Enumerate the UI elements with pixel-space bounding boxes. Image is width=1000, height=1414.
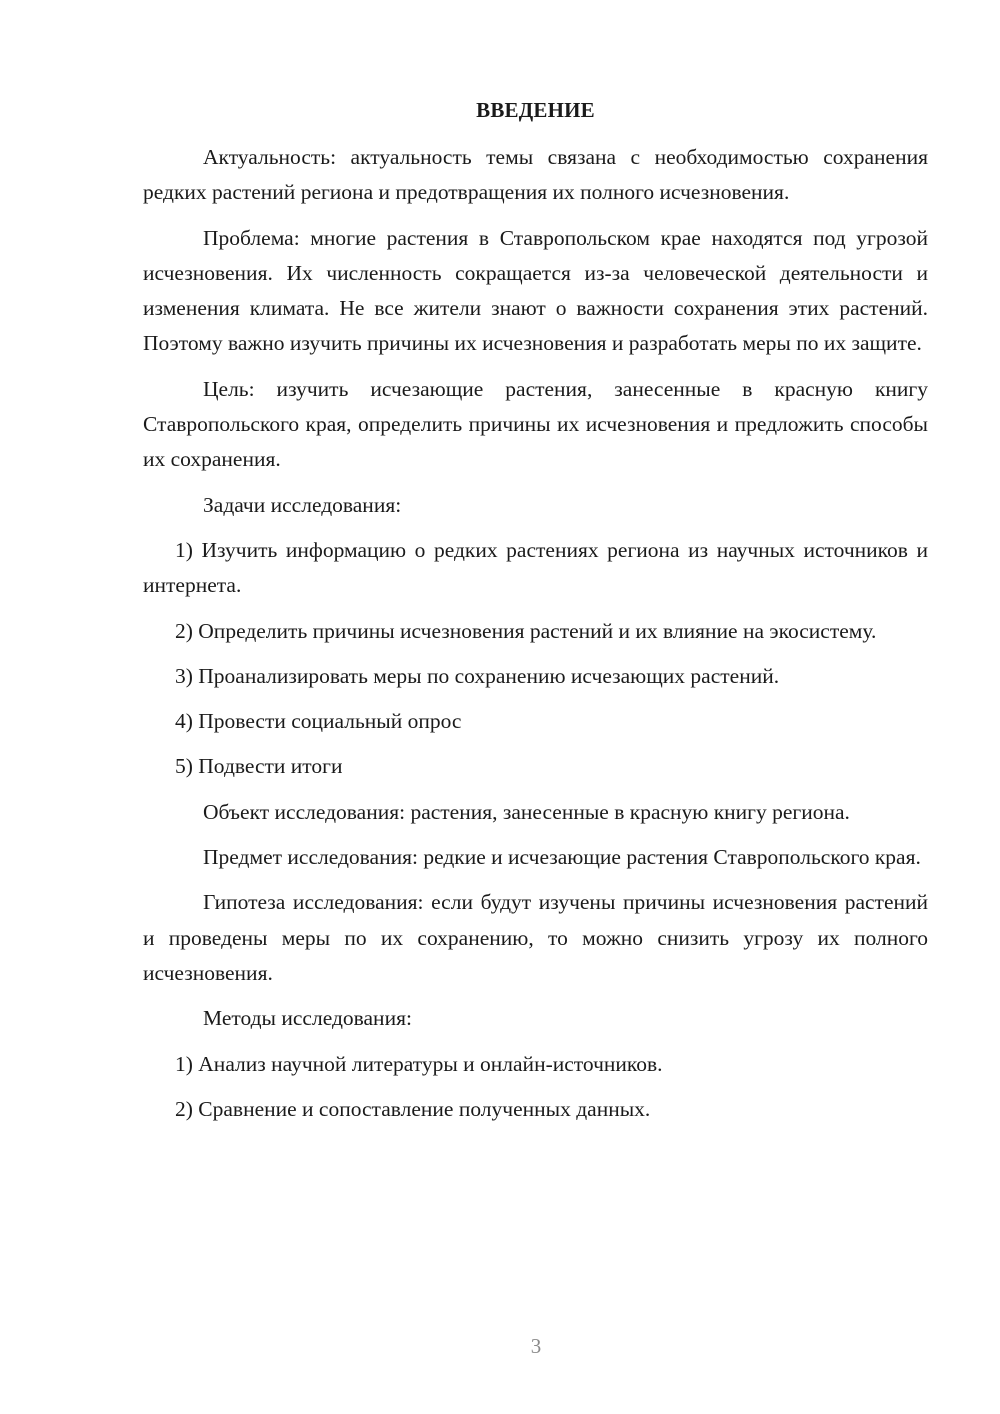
object-paragraph: Объект исследования: растения, занесенные в красную книгу региона. [203,799,850,824]
tasks-heading: Задачи исследования: [203,492,402,517]
document-page [143,96,928,1137]
page-number: 3 [530,1334,542,1358]
task-item: 4) Провести социальный опрос [175,709,462,734]
subject-paragraph: Предмет исследования: редкие и исчезающие растения Ставропольского края. [203,845,921,870]
task-item: 1) Изучить информацию о редких растениях региона из научных источников и интернета. [143,537,928,598]
hypothesis-paragraph: Гипотеза исследования: если будут изучены причины исчезновения растений и проведены меры по их сохранению, то можно снизить угрозу их полного исчезновения. [143,890,928,985]
goal-paragraph: Цель: изучить исчезающие растения, занесенные в красную книгу Ставропольского края, определить причины их исчезновения и предложить способы их сохранения. [143,376,928,472]
methods-list [143,1047,928,1128]
task-item: 3) Проанализировать меры по сохранению исчезающих растений. [175,663,780,688]
method-item: 1) Анализ научной литературы и онлайн-источников. [175,1051,663,1076]
task-item: 2) Определить причины исчезновения растений и их влияние на экосистему. [175,618,877,643]
task-item: 5) Подвести итоги [175,754,343,779]
section-title: ВВЕДЕНИЕ [476,98,595,122]
problem-paragraph: Проблема: многие растения в Ставропольском крае находятся под угрозой исчезновения. Их численность сокращается из-за человеческой деятельности и изменения климата. Не все жители знают о важности сохранения этих растений. Поэтому важно изучить причины их исчезновения и разработать меры по их защите. [143,225,928,356]
methods-heading: Методы исследования: [203,1006,412,1031]
tasks-list [143,533,928,785]
method-item: 2) Сравнение и сопоставление полученных данных. [175,1096,651,1121]
relevance-paragraph: Актуальность: актуальность темы связана с необходимостью сохранения редких растений региона и предотвращения их полного исчезновения. [143,145,928,205]
